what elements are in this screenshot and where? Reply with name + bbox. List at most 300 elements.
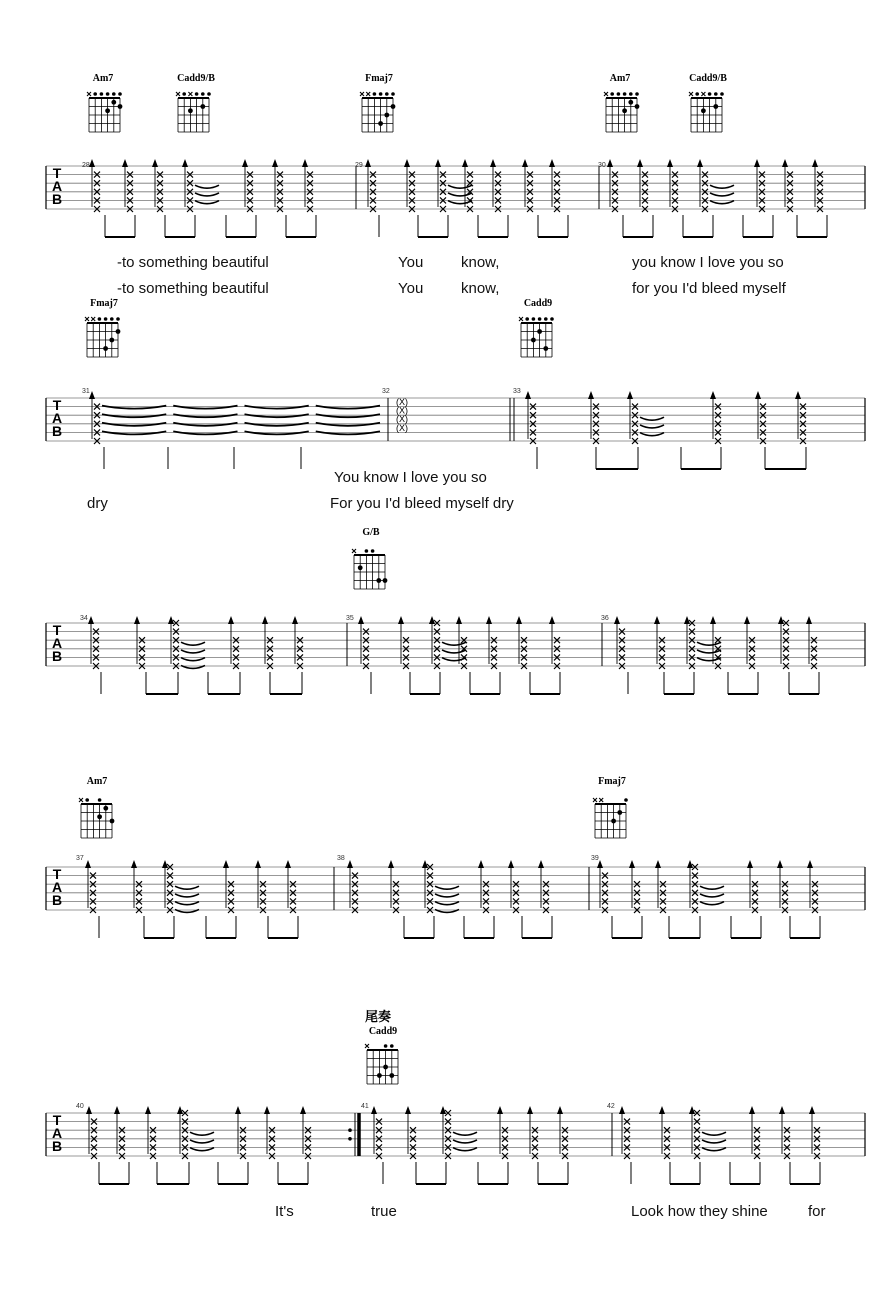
measure-number: 34 [80, 615, 88, 622]
tie-arc [640, 433, 664, 436]
open-marker [104, 317, 108, 321]
lyric: -to something beautiful [117, 280, 269, 297]
lyric: know, [461, 280, 500, 297]
chord-diagram-g-b [352, 527, 387, 589]
finger-dot [118, 104, 123, 109]
strum-arrow-icon [629, 860, 635, 868]
strum-arrow-icon [747, 860, 753, 868]
chord-name: Cadd9/B [177, 73, 215, 84]
strum-arrow-icon [114, 1106, 120, 1114]
open-marker [720, 92, 724, 96]
finger-dot [111, 100, 116, 105]
tab-clef-letter: A [51, 879, 63, 895]
tied-note-marker: (X) [396, 405, 408, 416]
tie-arc [442, 642, 466, 645]
tie-arc [102, 414, 166, 417]
finger-dot [188, 108, 193, 113]
mute-marker [79, 798, 83, 802]
strum-arrow-icon [807, 860, 813, 868]
strum-arrow-icon [365, 159, 371, 167]
strum-arrow-icon [607, 159, 613, 167]
strum-arrow-icon [710, 391, 716, 399]
chord-grid [367, 1050, 398, 1084]
strum-arrow-icon [637, 159, 643, 167]
tie-arc [435, 894, 459, 897]
tab-clef-letter: B [51, 423, 63, 439]
tab-staff [46, 391, 865, 469]
lyric: Look how they shine [631, 1203, 768, 1220]
tie-arc [316, 414, 380, 417]
tab-clef-letter: A [51, 410, 63, 426]
lyric: You know I love you so [334, 469, 487, 486]
tab-clef-letter: T [52, 1112, 62, 1128]
chord-diagram-cadd9-b [689, 73, 727, 132]
tie-arc [700, 902, 724, 905]
finger-dot [97, 814, 102, 819]
measure-number: 37 [76, 855, 84, 862]
tie-arc [435, 902, 459, 905]
chord-diagram-cadd9 [365, 1026, 398, 1084]
tie-arc [448, 185, 472, 188]
tie-arc [190, 1132, 214, 1135]
strum-arrow-icon [456, 616, 462, 624]
open-marker [371, 549, 375, 553]
strum-arrow-icon [782, 159, 788, 167]
open-marker [695, 92, 699, 96]
mute-marker [188, 92, 192, 96]
strum-arrow-icon [744, 616, 750, 624]
chord-markers [87, 92, 122, 113]
lyric: know, [461, 254, 500, 271]
open-marker [610, 92, 614, 96]
strum-arrow-icon [779, 1106, 785, 1114]
chord-diagram-am7 [87, 73, 122, 132]
strum-arrow-icon [508, 860, 514, 868]
chord-name: Fmaj7 [90, 298, 118, 309]
open-marker [207, 92, 211, 96]
finger-dot [377, 1073, 382, 1078]
strum-arrow-icon [264, 1106, 270, 1114]
open-marker [106, 92, 110, 96]
strum-arrow-icon [145, 1106, 151, 1114]
mute-marker [593, 798, 597, 802]
strum-arrow-icon [697, 159, 703, 167]
tie-arc [173, 431, 237, 434]
chord-name: Am7 [92, 73, 114, 84]
finger-dot [537, 329, 542, 334]
strum-arrow-icon [490, 159, 496, 167]
strum-arrow-icon [525, 391, 531, 399]
strum-arrow-icon [806, 616, 812, 624]
finger-dot [713, 104, 718, 109]
finger-dot [611, 819, 616, 824]
tab-clef-letter: A [51, 178, 63, 194]
tab-staff [46, 616, 865, 694]
tied-note-marker: (X) [396, 414, 408, 425]
tie-arc [453, 1140, 477, 1143]
open-marker [373, 92, 377, 96]
strum-arrow-icon [302, 159, 308, 167]
strum-arrow-icon [86, 1106, 92, 1114]
finger-dot [110, 819, 115, 824]
strum-arrow-icon [89, 159, 95, 167]
chord-name: Fmaj7 [598, 776, 626, 787]
strum-arrow-icon [627, 391, 633, 399]
open-marker [93, 92, 97, 96]
open-marker [118, 92, 122, 96]
measure-number: 28 [82, 162, 90, 169]
chord-grid [691, 98, 722, 132]
finger-dot [378, 121, 383, 126]
strum-arrow-icon [388, 860, 394, 868]
open-marker [379, 92, 383, 96]
tie-arc [190, 1148, 214, 1151]
chord-name: Am7 [609, 73, 631, 84]
open-marker [98, 317, 102, 321]
tab-clef-letter: T [52, 622, 62, 638]
open-marker [365, 549, 369, 553]
repeat-dot [348, 1128, 352, 1132]
tie-arc [710, 201, 734, 204]
measure-number: 41 [361, 1103, 369, 1110]
lyric: for [808, 1203, 826, 1220]
chord-diagram-cadd9-b [176, 73, 215, 132]
measure-number: 30 [598, 162, 606, 169]
measure-number: 29 [355, 162, 363, 169]
system-2 [46, 298, 865, 512]
mute-marker [87, 92, 91, 96]
tie-arc [102, 431, 166, 434]
tie-arc [316, 431, 380, 434]
tab-clef-letter: T [52, 866, 62, 882]
tied-note-marker: (X) [396, 397, 408, 407]
tie-arc [181, 650, 205, 653]
strum-arrow-icon [272, 159, 278, 167]
tie-arc [190, 1140, 214, 1143]
strum-arrow-icon [285, 860, 291, 868]
strum-arrow-icon [88, 616, 94, 624]
lyric: It's [275, 1203, 294, 1220]
strum-arrow-icon [300, 1106, 306, 1114]
open-marker [201, 92, 205, 96]
tie-arc [195, 193, 219, 196]
strum-arrow-icon [654, 616, 660, 624]
chord-name: G/B [362, 527, 380, 538]
tab-clef-letter: B [51, 191, 63, 207]
finger-dot [383, 1065, 388, 1070]
open-marker [391, 92, 395, 96]
chord-markers [604, 92, 639, 113]
strum-arrow-icon [777, 860, 783, 868]
tie-arc [173, 414, 237, 417]
strum-arrow-icon [749, 1106, 755, 1114]
open-marker [708, 92, 712, 96]
measure-number: 31 [82, 388, 90, 395]
chord-markers [689, 92, 724, 113]
tie-arc [245, 423, 309, 426]
lyric: You [398, 280, 424, 297]
strum-arrow-icon [255, 860, 261, 868]
open-marker [116, 317, 120, 321]
tab-clef-letter: T [52, 165, 62, 181]
finger-dot [391, 104, 396, 109]
mute-marker [360, 92, 364, 96]
chord-diagram-am7 [604, 73, 639, 132]
strum-arrow-icon [667, 159, 673, 167]
mute-marker [604, 92, 608, 96]
tie-arc [640, 425, 664, 428]
mute-marker [365, 1044, 369, 1048]
open-marker [623, 92, 627, 96]
tie-arc [702, 1132, 726, 1135]
open-marker [385, 92, 389, 96]
chord-markers [79, 798, 114, 823]
tie-arc [175, 902, 199, 905]
system-3 [46, 527, 865, 694]
tab-clef-letter: B [51, 1138, 63, 1154]
strum-arrow-icon [522, 159, 528, 167]
tab-clef-letter: A [51, 1125, 63, 1141]
tab-clef-letter: T [52, 397, 62, 413]
strum-arrow-icon [182, 159, 188, 167]
strum-arrow-icon [795, 391, 801, 399]
tie-arc [435, 886, 459, 889]
tab-clef-letter: B [51, 892, 63, 908]
tie-arc [195, 185, 219, 188]
finger-dot [701, 108, 706, 113]
chord-grid [354, 555, 385, 589]
tie-arc [697, 642, 721, 645]
strum-arrow-icon [89, 391, 95, 399]
measure-number: 35 [346, 615, 354, 622]
finger-dot [109, 338, 114, 343]
strum-arrow-icon [347, 860, 353, 868]
open-marker [635, 92, 639, 96]
tie-arc [173, 406, 237, 409]
tie-arc [640, 417, 664, 420]
strum-arrow-icon [588, 391, 594, 399]
tie-arc [245, 406, 309, 409]
open-marker [110, 317, 114, 321]
tie-arc [448, 201, 472, 204]
strum-arrow-icon [486, 616, 492, 624]
strum-arrow-icon [659, 1106, 665, 1114]
strum-arrow-icon [478, 860, 484, 868]
strum-arrow-icon [655, 860, 661, 868]
strum-arrow-icon [131, 860, 137, 868]
open-marker [629, 92, 633, 96]
system-1 [46, 73, 865, 297]
lyric: dry [87, 495, 108, 512]
open-marker [195, 92, 199, 96]
chord-markers [593, 798, 628, 823]
lyric: You [398, 254, 424, 271]
measure-number: 40 [76, 1103, 84, 1110]
measure-number: 33 [513, 388, 521, 395]
mute-marker [519, 317, 523, 321]
chord-diagram-fmaj7 [85, 298, 120, 357]
open-marker [544, 317, 548, 321]
mute-marker [176, 92, 180, 96]
chord-diagram-am7 [79, 776, 114, 838]
tie-arc [102, 423, 166, 426]
strum-arrow-icon [292, 616, 298, 624]
finger-dot [383, 578, 388, 583]
lyric: true [371, 1203, 397, 1220]
strum-arrow-icon [371, 1106, 377, 1114]
strum-arrow-icon [557, 1106, 563, 1114]
strum-arrow-icon [619, 1106, 625, 1114]
tie-arc [710, 193, 734, 196]
finger-dot [628, 100, 633, 105]
finger-dot [384, 113, 389, 118]
tie-arc [453, 1132, 477, 1135]
chord-grid [178, 98, 209, 132]
strum-arrow-icon [122, 159, 128, 167]
finger-dot [617, 810, 622, 815]
open-marker [85, 798, 89, 802]
mute-marker [352, 549, 356, 553]
open-marker [98, 798, 102, 802]
tie-arc [700, 894, 724, 897]
finger-dot [116, 329, 121, 334]
chord-grid [521, 323, 552, 357]
tie-arc [181, 658, 205, 661]
finger-dot [389, 1073, 394, 1078]
chord-diagram-fmaj7 [593, 776, 628, 838]
system-4 [46, 776, 865, 938]
open-marker [390, 1044, 394, 1048]
finger-dot [376, 578, 381, 583]
chord-diagram-cadd9 [519, 298, 554, 357]
strum-arrow-icon [812, 159, 818, 167]
mute-marker [689, 92, 693, 96]
system-5 [46, 1009, 865, 1220]
open-marker [550, 317, 554, 321]
tab-staff [46, 860, 865, 938]
chord-name: Cadd9 [368, 1026, 398, 1037]
tie-arc [173, 423, 237, 426]
open-marker [624, 798, 628, 802]
strum-arrow-icon [754, 159, 760, 167]
mute-marker [599, 798, 603, 802]
measure-number: 36 [601, 615, 609, 622]
repeat-dot [348, 1137, 352, 1141]
chord-name: Cadd9 [523, 298, 553, 309]
strum-arrow-icon [755, 391, 761, 399]
strum-arrow-icon [134, 616, 140, 624]
strum-arrow-icon [809, 1106, 815, 1114]
chord-name: Cadd9/B [689, 73, 727, 84]
tab-clef-letter: B [51, 648, 63, 664]
lyric: For you I'd bleed myself dry [330, 495, 514, 512]
strum-arrow-icon [398, 616, 404, 624]
open-marker [538, 317, 542, 321]
strum-arrow-icon [404, 159, 410, 167]
strum-arrow-icon [527, 1106, 533, 1114]
lyric: -to something beautiful [117, 254, 269, 271]
chord-markers [176, 92, 211, 113]
measure-number: 42 [607, 1103, 615, 1110]
finger-dot [105, 108, 110, 113]
strum-arrow-icon [516, 616, 522, 624]
open-marker [112, 92, 116, 96]
strum-arrow-icon [85, 860, 91, 868]
open-marker [100, 92, 104, 96]
measure-number: 32 [382, 388, 390, 395]
tie-arc [181, 642, 205, 645]
strum-arrow-icon [614, 616, 620, 624]
measure-number: 38 [337, 855, 345, 862]
chord-grid [595, 804, 626, 838]
finger-dot [635, 104, 640, 109]
tie-arc [710, 185, 734, 188]
strum-arrow-icon [549, 616, 555, 624]
strum-arrow-icon [405, 1106, 411, 1114]
tie-arc [702, 1140, 726, 1143]
finger-dot [103, 806, 108, 811]
lyric: for you I'd bleed myself [632, 280, 786, 297]
tie-arc [245, 414, 309, 417]
strum-arrow-icon [228, 616, 234, 624]
chord-diagram-fmaj7 [360, 73, 395, 132]
tab-staff [46, 159, 865, 237]
strum-arrow-icon [435, 159, 441, 167]
lyric: you know I love you so [632, 254, 784, 271]
measure-number: 39 [591, 855, 599, 862]
mute-marker [91, 317, 95, 321]
open-marker [384, 1044, 388, 1048]
finger-dot [622, 108, 627, 113]
strum-arrow-icon [462, 159, 468, 167]
mute-marker [701, 92, 705, 96]
strum-arrow-icon [152, 159, 158, 167]
strum-arrow-icon [549, 159, 555, 167]
tie-arc [702, 1148, 726, 1151]
tie-arc [102, 406, 166, 409]
tie-arc [175, 894, 199, 897]
chord-name: Am7 [86, 776, 108, 787]
finger-dot [358, 565, 363, 570]
open-marker [532, 317, 536, 321]
strum-arrow-icon [262, 616, 268, 624]
tie-arc [175, 886, 199, 889]
finger-dot [103, 346, 108, 351]
section-title: 尾奏 [364, 1009, 392, 1024]
strum-arrow-icon [538, 860, 544, 868]
open-marker [714, 92, 718, 96]
tab-staff [46, 1106, 865, 1184]
tie-arc [245, 431, 309, 434]
tie-arc [195, 201, 219, 204]
open-marker [617, 92, 621, 96]
tab-clef-letter: A [51, 635, 63, 651]
chord-name: Fmaj7 [365, 73, 393, 84]
strum-arrow-icon [223, 860, 229, 868]
tie-arc [442, 658, 466, 661]
tie-arc [453, 1148, 477, 1151]
open-marker [182, 92, 186, 96]
tie-arc [700, 886, 724, 889]
mute-marker [85, 317, 89, 321]
strum-arrow-icon [235, 1106, 241, 1114]
tie-arc [697, 650, 721, 653]
finger-dot [531, 338, 536, 343]
strum-arrow-icon [497, 1106, 503, 1114]
mute-marker [366, 92, 370, 96]
finger-dot [200, 104, 205, 109]
tie-arc [316, 423, 380, 426]
